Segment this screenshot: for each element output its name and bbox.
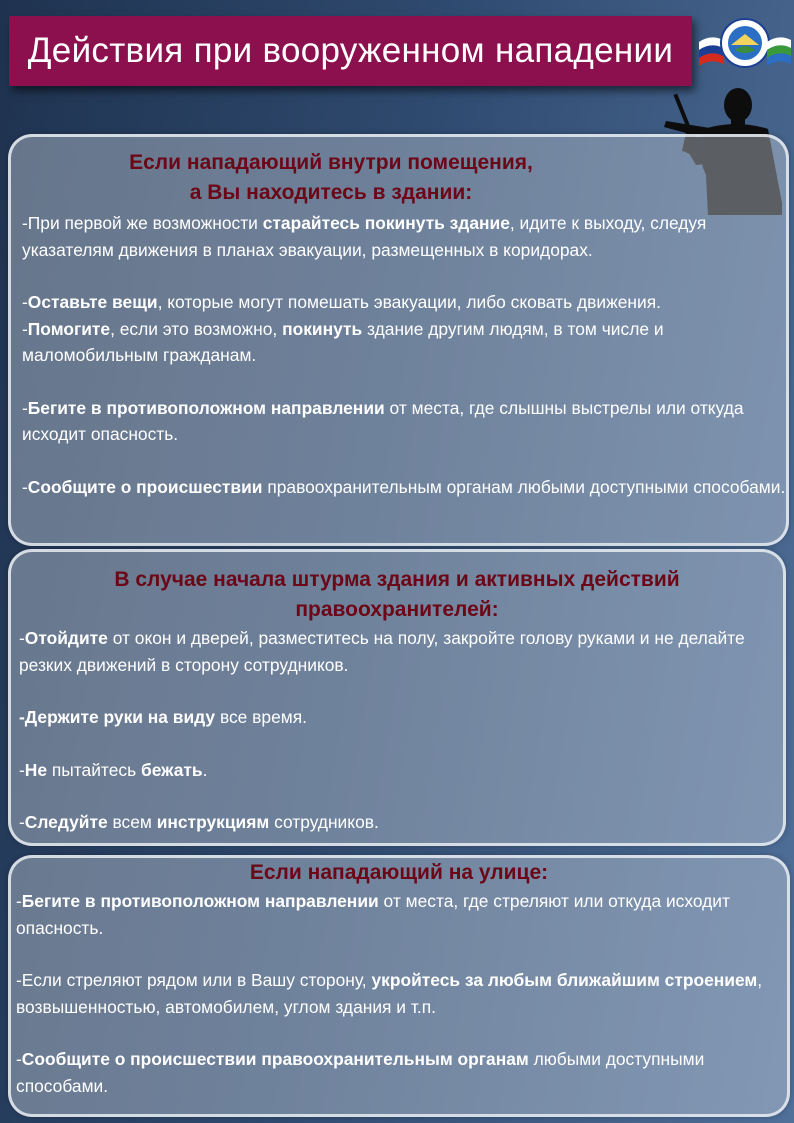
text: от места, где слышны выстрелы или откуда исходит опасность. <box>22 397 744 444</box>
text: всем <box>107 812 157 832</box>
text: здание другим людям, в том числе и маломобильным гражданам. <box>22 318 664 365</box>
text: все время. <box>215 707 307 727</box>
instruction-paragraph <box>16 967 787 1020</box>
text: пытайтесь <box>47 759 141 780</box>
instruction-paragraph <box>19 704 783 731</box>
emphasis: старайтесь покинуть здание <box>262 213 510 233</box>
emblem-logo-icon <box>697 12 793 72</box>
text: , которые могут помешать эвакуации, либо сковать движения. <box>157 292 661 312</box>
text: от места, где стреляют или откуда исходит опасность. <box>16 891 730 938</box>
emphasis: покинуть <box>282 318 363 339</box>
section-heading: Если нападающий на улице: <box>249 861 549 884</box>
heading-line: Если нападающий внутри помещения, <box>129 151 533 174</box>
emphasis: Следуйте <box>24 812 108 832</box>
text: - <box>22 476 28 497</box>
emphasis: бежать <box>140 759 203 780</box>
emphasis: Оставьте вещи <box>27 292 158 312</box>
section-body <box>11 625 783 836</box>
emphasis: Сообщите о происшествии <box>27 476 263 497</box>
emphasis: Отойдите <box>24 628 108 648</box>
instruction-paragraph <box>22 474 786 501</box>
instruction-paragraph <box>22 316 786 369</box>
text: -При первой же возможности <box>22 213 263 233</box>
text: , возвышенностью, автомобилем, углом здания и т.п. <box>16 970 763 1017</box>
text: , идите к выходу, следуя указателям движения в планах эвакуации, размещенных в коридорах. <box>22 213 707 260</box>
instruction-paragraph <box>19 809 783 836</box>
section-attacker-inside <box>8 134 789 546</box>
text: - <box>16 891 22 911</box>
text: - <box>16 1049 22 1069</box>
heading-line: а Вы находитесь в здании: <box>189 181 473 204</box>
text: - <box>19 812 25 832</box>
text: , если это возможно, <box>110 318 283 339</box>
section-heading: В случае начала штурма здания и активных действий правоохранителей: <box>114 568 680 621</box>
emphasis: -Держите руки на виду <box>19 707 216 727</box>
text: сотрудников. <box>269 812 379 832</box>
text: - <box>19 759 25 780</box>
region-flag-icon <box>767 37 791 66</box>
instruction-paragraph <box>16 888 787 941</box>
instruction-paragraph <box>19 757 783 784</box>
russia-flag-icon <box>699 37 723 66</box>
text: любыми доступными способами. <box>16 1049 705 1096</box>
section-building-assault <box>8 549 786 846</box>
page-title: Действия при вооруженном нападении <box>27 31 674 70</box>
section-heading <box>11 137 651 208</box>
text: - <box>22 397 28 418</box>
text: - <box>22 292 28 312</box>
emphasis: Не <box>24 759 48 780</box>
text: от окон и дверей, разместитесь на полу, закройте голову руками и не делайте резких движений в сторону сотрудников. <box>19 628 745 675</box>
title-banner <box>9 16 692 86</box>
emphasis: Помогите <box>27 318 111 339</box>
section-attacker-outside <box>8 855 790 1117</box>
emphasis: инструкциям <box>156 812 270 832</box>
section-body <box>11 888 787 1099</box>
text: - <box>19 628 25 648</box>
emphasis: укройтесь за любым ближайшим строением <box>371 970 758 990</box>
emphasis: Бегите в противоположном направлении <box>27 397 385 418</box>
emphasis: Сообщите о происшествии правоохранительным органам <box>21 1049 529 1069</box>
text: правоохранительным органам любыми доступными способами. <box>262 476 786 497</box>
instruction-paragraph <box>16 1046 787 1099</box>
instruction-paragraph <box>22 395 786 448</box>
instruction-paragraph <box>22 289 786 316</box>
instruction-paragraph <box>19 625 783 678</box>
section-body <box>11 208 786 500</box>
instruction-paragraph <box>22 210 786 263</box>
text: . <box>202 759 208 780</box>
emphasis: Бегите в противоположном направлении <box>21 891 379 911</box>
text: -Если стреляют рядом или в Вашу сторону, <box>16 970 372 990</box>
text: - <box>22 318 28 339</box>
